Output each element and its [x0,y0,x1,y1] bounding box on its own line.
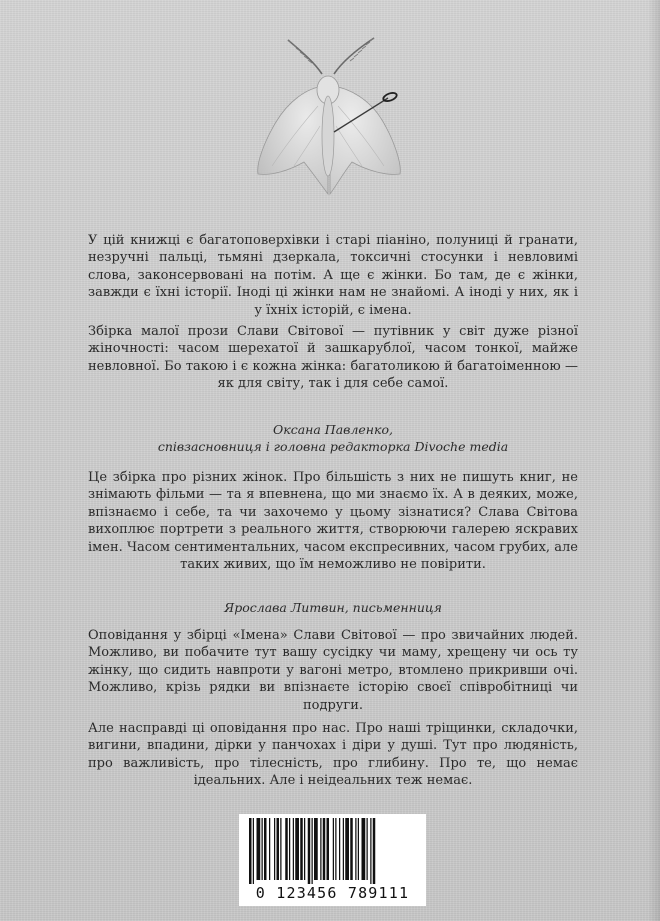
moth-icon [248,26,408,204]
barcode-bar [343,818,344,880]
barcode-bar [345,818,349,880]
closing-paragraph [88,720,578,790]
barcode-bar [370,818,371,884]
barcode-bar [355,818,356,880]
barcode-bar [308,818,311,884]
barcode-bar [327,818,330,880]
barcode-bar [269,818,270,880]
paragraph-text: Це збірка про різних жінок. Про більшість з них не пишуть книг, не знімають фільми — та я впевнена, що ми знаємо їх. А в деяких, може, впізнаємо і себе, та чи захочемо у цьому зізнатися? Слава Світова вихоплює портрети з реального життя, створюючи галерею яскравих імен. Часом сентиментальних, часом експресивних, часом грубих, але таких живих, що їм неможливо не повірити. [88,470,578,573]
barcode-bar [358,818,359,880]
barcode-bar [333,818,334,880]
review-paragraph-2 [88,627,578,714]
paragraph-text: Але насправді ці оповідання про нас. Про наші тріщинки, складочки, вигини, впадини, дірки у панчохах і діри у душі. Тут про людяність, про важливість, про тілесність, про глибину. Про те, що немає ідеальних. Але і неідеальних теж немає. [88,721,578,789]
review-paragraph-1 [88,469,578,573]
barcode-digits: 0 123456 789111 [255,884,410,902]
intro-paragraph-2 [88,323,578,393]
barcode-bar [362,818,366,880]
barcode-bar [249,818,252,884]
barcode-bar [339,818,340,880]
barcode-bar [293,818,294,880]
barcode-bar [257,818,261,880]
barcode-bar [264,818,267,880]
paragraph-text: У цій книжці є багатоповерхівки і старі піаніно, полуниці й гранати, незручні пальці, тьмяні дзеркала, токсичні стосунки і невловимі слова, законсервовані на потім. А ще є жінки. Бо там, де є жінки, завжди є їхні історії. Іноді ці жінки нам не знайомі. А іноді у них, як і у їхніх історій, є імена. [88,233,578,318]
barcode-bar [350,818,353,880]
paragraph-text: Оповідання у збірці «Імена» Слави Світової — про звичайних людей. Можливо, ви побачите тут вашу сусідку чи маму, хрещену чи ось ту жінку, що сидить навпроти у вагоні метро, втомлено прикривши очі. Можливо, крізь рядки ви впізнаєте історію своєї співробітниці чи подруги. [88,628,578,713]
attribution-1 [88,421,578,455]
barcode [239,814,426,906]
barcode-bar [280,818,281,880]
barcode-bars [239,814,426,884]
barcode-bar [274,818,275,880]
attribution-name: Ярослава Литвин, письменниця [224,600,442,615]
barcode-bar [285,818,288,880]
spine-edge [648,0,660,921]
paragraph-text: Збірка малої прози Слави Світової — путівник у світ дуже різної жіночності: часом шерехатої й зашкарублої, часом тонкої, майже невловної. Бо такою і є кожна жінка: багатоликою й багатоіменною — як для світу, так і для себе самої. [88,324,578,392]
barcode-bar [295,818,299,880]
barcode-bar [300,818,303,880]
barcode-bar [373,818,376,884]
barcode-bar [289,818,290,880]
barcode-bar [367,818,368,880]
barcode-bar [304,818,305,880]
barcode-bar [312,818,313,884]
intro-paragraph-1 [88,232,578,319]
barcode-bar [262,818,263,880]
attribution-role: співзасновниця і головна редакторка Divoche media [157,439,509,454]
barcode-bar [314,818,318,880]
barcode-bar [277,818,280,880]
barcode-bar [320,818,321,880]
attribution-2 [88,599,578,616]
attribution-name: Оксана Павленко, [272,422,393,437]
barcode-bar [253,818,254,884]
barcode-bar [335,818,336,880]
barcode-bar [323,818,326,880]
